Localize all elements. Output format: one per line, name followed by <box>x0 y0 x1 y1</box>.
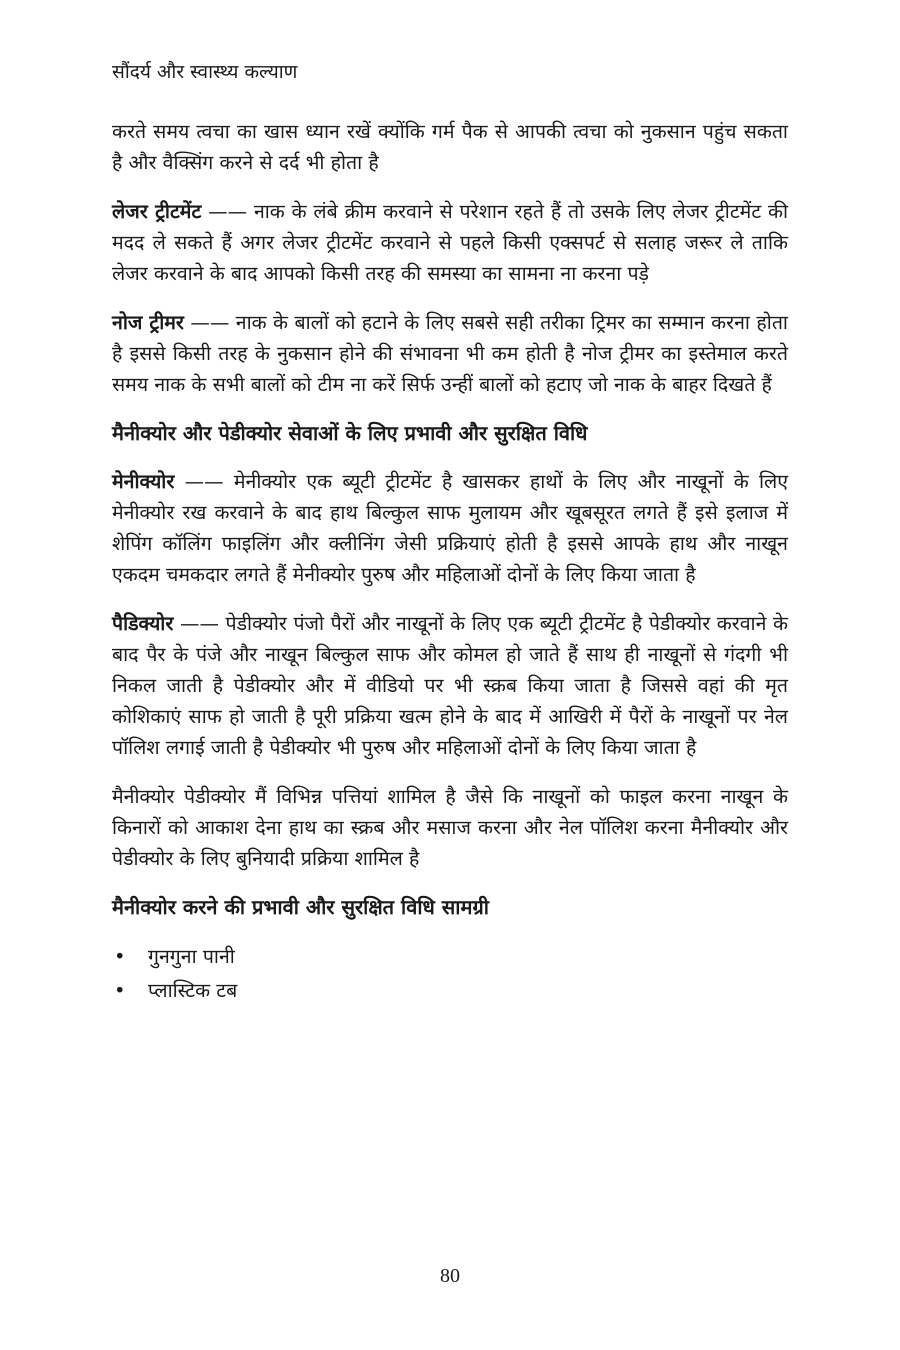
materials-list <box>112 940 788 1008</box>
manicure-pedicure-heading: मैनीक्योर और पेडीक्योर सेवाओं के लिए प्रभावी और सुरक्षित विधि <box>112 421 588 445</box>
nose-trimmer-dash: —— <box>190 311 230 334</box>
page-number: 80 <box>440 1265 460 1287</box>
pedicure-paragraph <box>112 608 788 763</box>
manicure-paragraph <box>112 466 788 590</box>
manicure-materials-heading: मैनीक्योर करने की प्रभावी और सुरक्षित विधि सामग्री <box>112 895 489 919</box>
laser-treatment-dash: —— <box>208 200 248 223</box>
manicure-dash: —— <box>184 470 224 493</box>
laser-treatment-term: लेजर ट्रीटमेंट <box>112 200 202 223</box>
pedicure-dash: —— <box>179 612 219 635</box>
pedicure-term: पैडिक्योर <box>112 612 174 635</box>
list-item-text: प्लास्टिक टब <box>148 979 238 1002</box>
list-item-text: गुनगुना पानी <box>148 945 235 968</box>
list-item <box>112 974 788 1008</box>
manicure-term: मेनीक्योर <box>112 470 175 493</box>
manicure-text: मेनीक्योर एक ब्यूटी ट्रीटमेंट है खासकर हाथों के लिए और नाखूनों के लिए मेनीक्योर रख करवाने के बाद हाथ बिल्कुल साफ मुलायम और खूबसूरत लगते हैं इसे इलाज में शेपिंग कॉलिंग फाइलिंग और क्लीनिंग जेसी प्रक्रियाएं होती है इससे आपके हाथ और नाखून एकदम चमकदार लगते हैं मेनीक्योर पुरुष और महिलाओं दोनों के लिए किया जाता है <box>112 470 789 586</box>
laser-treatment-paragraph <box>112 196 788 289</box>
page-body <box>112 58 788 1008</box>
intro-paragraph: करते समय त्वचा का खास ध्यान रखें क्योंकि गर्म पैक से आपकी त्वचा को नुकसान पहुंच सकता है और वैक्सिंग करने से दर्द भी होता है <box>112 120 788 174</box>
laser-treatment-text: नाक के लंबे क्रीम करवाने से परेशान रहते हैं तो उसके लिए लेजर ट्रीटमेंट की मदद ले सकते हैं अगर लेजर ट्रीटमेंट करवाने से पहले किसी एक्सपर्ट से सलाह जरूर ले ताकि लेजर करवाने के बाद आपको किसी तरह की समस्या का सामना ना करना पड़े <box>112 200 789 285</box>
running-header: सौंदर्य और स्वास्थ्य कल्याण <box>112 61 298 83</box>
nose-trimmer-paragraph <box>112 307 788 400</box>
nose-trimmer-text: नाक के बालों को हटाने के लिए सबसे सही तरीका ट्रिमर का सम्मान करना होता है इससे किसी तरह के नुकसान होने की संभावना भी कम होती है नोज ट्रीमर का इस्तेमाल करते समय नाक के सभी बालों को टीम ना करें सिर्फ उन्हीं बालों को हटाए जो नाक के बाहर दिखते हैं <box>112 311 788 396</box>
bullet-icon: • <box>114 945 126 968</box>
pedicure-text: पेडीक्योर पंजो पैरों और नाखूनों के लिए एक ब्यूटी ट्रीटमेंट है पेडीक्योर करवाने के बाद पैर के पंजे और नाखून बिल्कुल साफ और कोमल हो जाते हैं साथ ही नाखूनों से गंदगी भी निकल जाती है पेडीक्योर और में वीडियो पर भी स्क्रब किया जाता है जिससे वहां की मृत कोशिकाएं साफ हो जाती है पूरी प्रक्रिया खत्म होने के बाद में आखिरी में पैरों के नाखूनों पर नेल पॉलिश लगाई जाती है पेडीक्योर भी पुरुष और महिलाओं दोनों के लिए किया जाता है <box>112 612 789 759</box>
nose-trimmer-term: नोज ट्रीमर <box>112 311 184 334</box>
bullet-icon: • <box>114 979 126 1002</box>
summary-paragraph: मैनीक्योर पेडीक्योर मैं विभिन्न पत्तियां शामिल है जैसे कि नाखूनों को फाइल करना नाखून के किनारों को आकाश देना हाथ का स्क्रब और मसाज करना और नेल पॉलिश करना मैनीक्योर और पेडीक्योर के लिए बुनियादी प्रक्रिया शामिल है <box>112 785 788 870</box>
list-item <box>112 940 788 974</box>
